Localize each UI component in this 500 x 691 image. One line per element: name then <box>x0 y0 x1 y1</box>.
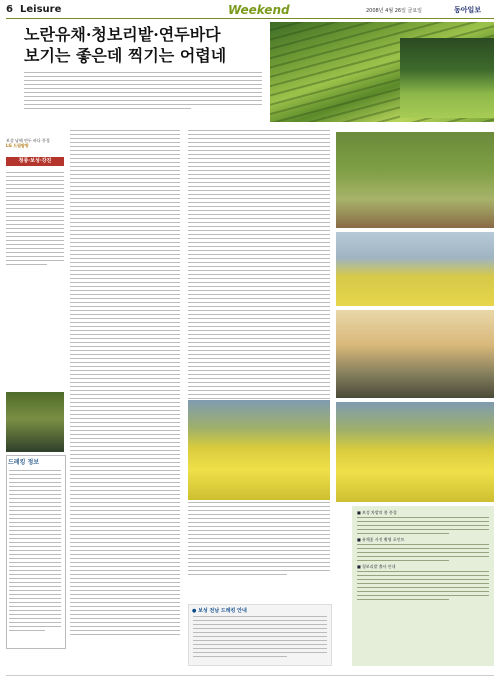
event-caption-text: 보성 남해 연두 바다 풍경 <box>6 138 50 143</box>
region-label: 청풍·보성·강진 <box>6 157 64 166</box>
headline-line-2: 보기는 좋은데 찍기는 어렵네 <box>24 46 227 65</box>
tip-bullet: ■ 보성 차밭의 봄 풍경 <box>357 510 397 515</box>
weekend-logo: Weekend <box>228 3 290 17</box>
page-number: 6 <box>6 4 13 15</box>
footer-rule <box>6 675 494 676</box>
drekking-info-title: 드레킹 정보 <box>8 459 40 466</box>
side-column-text <box>6 172 64 282</box>
side-photo <box>6 392 64 452</box>
article-column-2 <box>188 130 330 600</box>
canola-photo-right <box>336 402 494 502</box>
tip-bullet: ■ 청보리밭 출사 안내 <box>357 564 396 569</box>
photo-tips-box <box>352 506 494 666</box>
river-photo <box>336 232 494 306</box>
drekking-info-text <box>9 470 61 640</box>
headline-line-1: 노란유채·청보리밭·연두바다 <box>24 25 221 44</box>
article-column-1 <box>70 130 180 670</box>
headline <box>24 24 264 66</box>
issue-date: 2008년 4월 26일 금요일 <box>366 8 423 14</box>
page-header <box>6 4 494 19</box>
section-title: Leisure <box>20 4 62 15</box>
hillside-trees-photo <box>400 38 494 118</box>
tour-info-box <box>188 604 332 666</box>
tip-bullet: ■ 유채꽃 사진 촬영 포인트 <box>357 537 405 542</box>
event-label: LG 드림탐방 <box>6 143 29 148</box>
lead-paragraph <box>24 72 262 116</box>
tour-info-title: ● 보성 전남 드레킹 안내 <box>192 608 247 614</box>
photographer-photo <box>336 132 494 228</box>
sunset-photo <box>336 310 494 398</box>
paper-name: 동아일보 <box>454 6 482 14</box>
canola-photo-left <box>188 400 330 500</box>
